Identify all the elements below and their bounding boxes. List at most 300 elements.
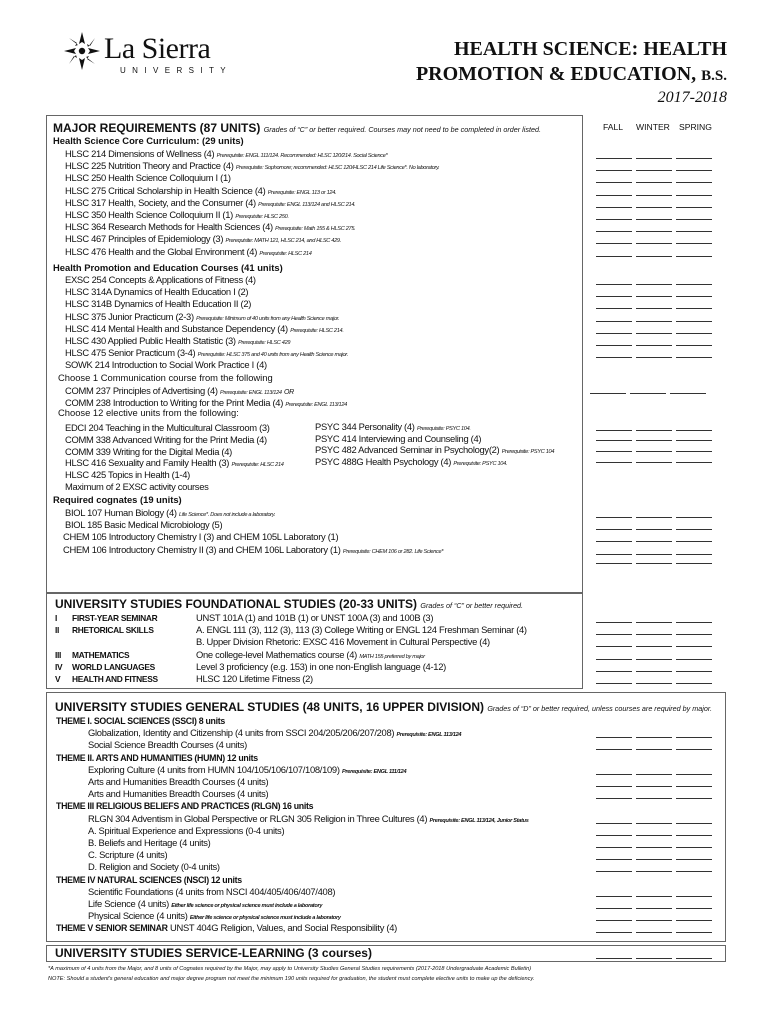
grade-blank (676, 675, 712, 684)
grade-blanks (596, 454, 714, 462)
general-course-prereq: Prerequisite: ENGL 113/124 (396, 732, 462, 739)
course-prereq: Prerequisite: ENGL 113/124 and HLSC 214. (258, 201, 356, 208)
grade-blanks (596, 223, 714, 231)
general-course-title: Arts and Humanities Breadth Courses (4 units) (88, 776, 269, 787)
course-title: CHEM 106 Introductory Chemistry II (3) and CHEM 106L Laboratory (1) (63, 543, 341, 555)
grade-blanks (596, 248, 714, 256)
grade-blank (596, 211, 632, 220)
grade-blank (636, 150, 672, 159)
grade-blank (596, 626, 632, 635)
elective-course (65, 481, 209, 493)
grade-blank (596, 288, 632, 297)
grade-blank (676, 638, 712, 647)
grade-blank (596, 614, 632, 623)
core-course (65, 172, 231, 184)
grade-blanks (596, 521, 714, 529)
general-course-title: Globalization, Identity and Citizenship (4 units from SSCI 204/205/206/207/208) (88, 727, 395, 739)
foundational-note: MATH 155 preferred by major (359, 653, 425, 660)
grade-blank (636, 174, 672, 183)
grade-blank (636, 533, 672, 542)
grade-blanks (596, 614, 714, 622)
grade-blank (596, 162, 632, 171)
cognate-course (65, 519, 222, 531)
grade-blank (636, 741, 672, 750)
elective-course (65, 434, 267, 446)
hpe-heading: Health Promotion and Education Courses (41 units) (53, 262, 283, 273)
course-title: HLSC 314A Dynamics of Health Education I (2) (65, 286, 249, 298)
grade-blanks (596, 325, 714, 333)
senior-seminar-course: UNST 404G Religion, Values, and Social Responsibility (4) (170, 922, 397, 934)
service-heading: UNIVERSITY STUDIES SERVICE-LEARNING (3 courses) (55, 946, 372, 960)
grade-blank (676, 337, 712, 346)
theme-heading: THEME V SENIOR SEMINAR (56, 923, 168, 934)
comm-choose-label: Choose 1 Communication course from the following (58, 372, 273, 383)
grade-blank (676, 248, 712, 257)
general-course-title: Life Science (4 units) (88, 898, 169, 909)
grade-blanks (596, 162, 714, 170)
column-winter: WINTER (636, 122, 670, 132)
general-course-title: Physical Science (4 units) (88, 910, 188, 922)
grade-blank (636, 851, 672, 860)
grade-blank (596, 509, 632, 518)
theme-heading: THEME IV NATURAL SCIENCES (NSCI) 12 units (56, 874, 242, 885)
course-prereq: Prerequisite: PSYC 104 (501, 449, 555, 455)
course-title: HLSC 314B Dynamics of Health Education II (2) (65, 298, 252, 310)
grade-blanks (596, 626, 714, 634)
grade-blank (676, 211, 712, 220)
grade-blank (676, 533, 712, 542)
grade-blanks (590, 385, 708, 393)
course-prereq: Life Science*. Does not include a laboratory. (179, 512, 276, 518)
course-title: PSYC 344 Personality (4) (315, 421, 415, 432)
grade-blank (676, 729, 712, 738)
grade-blanks (596, 443, 714, 451)
course-title: HLSC 225 Nutrition Theory and Practice (4) (65, 160, 234, 172)
grade-blank (596, 454, 632, 463)
course-prereq: Prerequisite: PSYC 104. (453, 460, 508, 467)
grade-blank (596, 651, 632, 660)
grade-blank (676, 325, 712, 334)
grade-blank (596, 187, 632, 196)
degree-label: B.S. (701, 68, 727, 84)
course-title: COMM 238 Introduction to Writing for the Print Media (4) (65, 397, 284, 409)
grade-blanks (596, 888, 714, 896)
course-prereq: Prerequisite: HLSC 214. (290, 327, 344, 334)
grade-blanks (596, 950, 714, 958)
grade-blank (636, 912, 672, 921)
general-course (88, 861, 220, 873)
grade-blank (596, 555, 632, 564)
grade-blank (676, 900, 712, 909)
grade-blank (676, 235, 712, 244)
grade-blank (676, 827, 712, 836)
grade-blank (636, 815, 672, 824)
course-prereq: Prerequisite: Math 155 & HLSC 275. (275, 226, 356, 233)
grade-blanks (596, 741, 714, 749)
grade-blank (596, 349, 632, 358)
grade-blank (676, 888, 712, 897)
course-prereq: Prerequisite: ENGL 113 or 124. (267, 189, 337, 196)
page-title-text: PROMOTION & EDUCATION, (415, 63, 697, 85)
grade-blank (636, 187, 672, 196)
page-title-line-1: HEALTH SCIENCE: HEALTH (453, 38, 727, 60)
grade-blank (636, 638, 672, 647)
grade-blank (596, 521, 632, 530)
grade-blanks (596, 651, 714, 659)
general-course-title: D. Religion and Society (0-4 units) (88, 861, 220, 873)
course-title: HLSC 430 Applied Public Health Statistic (3) (65, 335, 236, 346)
grade-blank (636, 614, 672, 623)
grade-blanks (596, 675, 714, 683)
grade-blanks (596, 187, 714, 195)
general-course (88, 837, 210, 849)
grade-blanks (596, 432, 714, 440)
grade-blank (636, 509, 672, 518)
page-title-line-2 (416, 63, 727, 86)
course-title: HLSC 250 Health Science Colloquium I (1) (65, 172, 231, 184)
course-title: HLSC 467 Principles of Epidemiology (3) (65, 233, 224, 245)
grade-blank (676, 432, 712, 441)
cognates-heading: Required cognates (19 units) (53, 494, 182, 505)
grade-blanks (596, 729, 714, 737)
grade-blank (636, 248, 672, 257)
grade-blank (596, 912, 632, 921)
grade-blank (636, 199, 672, 208)
grade-blank (596, 851, 632, 860)
course-title: HLSC 414 Mental Health and Substance Dependency (4) (65, 322, 288, 334)
grade-blank (676, 300, 712, 309)
footnote-1: *A maximum of 4 units from the Major, and 8 units of Cognates required by the Major, may apply to University Studies General Studies requirements (2017-2018 Undergraduate Academic Bulletin) (48, 966, 532, 972)
general-course-title: B. Beliefs and Heritage (4 units) (88, 837, 211, 848)
elective-course (315, 456, 507, 470)
course-title: COMM 237 Principles of Advertising (4) (65, 385, 218, 396)
grade-blank (676, 626, 712, 635)
grade-blank (676, 651, 712, 660)
grade-blank (636, 454, 672, 463)
grade-blank (596, 924, 632, 933)
grade-blank (636, 839, 672, 848)
foundational-label: WORLD LANGUAGES (72, 661, 155, 672)
grade-blank (596, 235, 632, 244)
grade-blank (676, 555, 712, 564)
general-course (88, 849, 167, 861)
grade-blanks (596, 211, 714, 219)
general-course-title: C. Scripture (4 units) (88, 849, 168, 861)
grade-blank (596, 422, 632, 431)
theme-heading: THEME III RELIGIOUS BELIEFS AND PRACTICES (RLGN) 16 units (56, 801, 314, 812)
elective-course (315, 433, 481, 445)
course-prereq: Prerequisite: HLSC 250. (235, 214, 289, 220)
course-prereq: Prerequisite: CHEM 106 or 282. Life Science* (342, 548, 444, 555)
la-sierra-emblem-icon (62, 30, 102, 72)
grade-blank (676, 509, 712, 518)
foundational-course (196, 661, 446, 673)
grade-blank (636, 675, 672, 684)
course-title: PSYC 482 Advanced Seminar in Psychology(2) (315, 444, 500, 455)
general-course-prereq: Either life science or physical science must include a laboratory (189, 915, 341, 922)
grade-blank (596, 863, 632, 872)
grade-blank (596, 839, 632, 848)
grade-blanks (596, 766, 714, 774)
course-title: HLSC 214 Dimensions of Wellness (4) (65, 148, 215, 159)
course-prereq: Prerequisite: HLSC 214 (231, 462, 284, 469)
course-prereq: Prerequisite: ENGL 111/124. Recommended: HLSC 120/214. Social Science* (216, 153, 388, 159)
course-connector: OR (284, 389, 294, 396)
foundational-label: MATHEMATICS (72, 649, 130, 660)
core-course (65, 246, 312, 260)
course-title: COMM 338 Advanced Writing for the Print Media (4) (65, 433, 267, 445)
grade-blank (676, 790, 712, 799)
grade-blank (636, 924, 672, 933)
general-heading (55, 700, 712, 714)
general-course (88, 825, 284, 837)
course-title: COMM 339 Writing for the Digital Media (4) (65, 445, 232, 457)
grade-blank (596, 675, 632, 684)
core-heading: Health Science Core Curriculum: (29 units) (53, 135, 244, 146)
grade-blanks (596, 533, 714, 541)
grade-blank (636, 651, 672, 660)
grade-blank (636, 337, 672, 346)
logo-university-text: UNIVERSITY (120, 66, 233, 75)
grade-blank (636, 443, 672, 452)
foundational-course (196, 636, 490, 648)
course-title: PSYC 488G Health Psychology (4) (315, 455, 452, 467)
foundational-label: FIRST-YEAR SEMINAR (72, 613, 158, 623)
general-course-prereq: Prerequisite: ENGL 113/124, Junior Status (429, 817, 529, 824)
course-prereq: Prerequisite: ENGL 113/124 (285, 402, 347, 409)
foundational-course (196, 673, 313, 685)
grade-blank (596, 546, 632, 555)
column-fall: FALL (603, 122, 624, 132)
general-course-title: A. Spiritual Experience and Expressions (0-4 units) (88, 824, 285, 836)
grade-blank (636, 863, 672, 872)
general-heading-text: UNIVERSITY STUDIES GENERAL STUDIES (48 UNITS, 16 UPPER DIVISION) (55, 700, 484, 714)
grade-blanks (596, 638, 714, 646)
grade-blanks (596, 900, 714, 908)
grade-blanks (596, 288, 714, 296)
foundational-heading-text: UNIVERSITY STUDIES FOUNDATIONAL STUDIES (20-33 UNITS) (55, 597, 418, 611)
grade-blank (596, 766, 632, 775)
grade-blanks (596, 555, 714, 563)
grade-blank (636, 778, 672, 787)
course-title: HLSC 375 Junior Practicum (2-3) (65, 310, 194, 322)
grade-blank (590, 385, 626, 394)
course-title: Maximum of 2 EXSC activity courses (65, 481, 209, 492)
course-prereq: Prerequisite: Minimum of 40 units from any Health Science major. (196, 315, 340, 322)
grade-blank (596, 199, 632, 208)
grade-blank (636, 300, 672, 309)
grade-blank (676, 912, 712, 921)
grade-blank (596, 950, 632, 959)
grade-blank (676, 614, 712, 623)
grade-blank (596, 337, 632, 346)
grade-blank (676, 223, 712, 232)
grade-blanks (596, 778, 714, 786)
course-title: HLSC 350 Health Science Colloquium II (1) (65, 209, 233, 220)
grade-blank (630, 385, 666, 394)
foundational-number: II (55, 625, 60, 636)
elective-course (65, 469, 190, 481)
senior-seminar (56, 922, 397, 934)
general-course (88, 886, 335, 898)
academic-year: 2017-2018 (657, 89, 727, 106)
grade-blank (636, 288, 672, 297)
grade-blanks (596, 924, 714, 932)
foundational-text: B. Upper Division Rhetoric: EXSC 416 Movement in Cultural Perspective (4) (196, 636, 490, 648)
grade-blanks (596, 276, 714, 284)
foundational-course (196, 624, 527, 636)
foundational-text: UNST 101A (1) and 101B (1) or UNST 100A (3) and 100B (3) (196, 612, 434, 623)
grade-blanks (596, 300, 714, 308)
major-heading (53, 121, 541, 135)
course-prereq: Prerequisite: ENGL 113/124 (220, 390, 282, 396)
general-course (88, 788, 268, 800)
grade-blanks (596, 349, 714, 357)
grade-blank (596, 223, 632, 232)
grade-blank (636, 223, 672, 232)
grade-blank (596, 174, 632, 183)
grade-blanks (596, 337, 714, 345)
hpe-course (65, 298, 251, 310)
course-title: HLSC 364 Research Methods for Health Sciences (4) (65, 221, 273, 233)
grade-blank (596, 778, 632, 787)
course-title: HLSC 317 Health, Society, and the Consumer (4) (65, 196, 256, 208)
grade-blanks (596, 174, 714, 182)
general-course-title: RLGN 304 Adventism in Global Perspective or RLGN 305 Religion in Three Cultures (4) (88, 812, 428, 824)
general-note: Grades of “D” or better required, unless courses are required by major. (487, 704, 712, 713)
foundational-text: HLSC 120 Lifetime Fitness (2) (196, 673, 313, 684)
theme-heading: THEME I. SOCIAL SCIENCES (SSCI) 8 units (56, 716, 225, 726)
course-prereq: Prerequisite: PSYC 104. (416, 426, 471, 432)
grade-blank (636, 432, 672, 441)
grade-blank (636, 827, 672, 836)
grade-blank (676, 521, 712, 530)
grade-blanks (596, 235, 714, 243)
grade-blank (676, 150, 712, 159)
course-title: EXSC 254 Concepts & Applications of Fitness (4) (65, 274, 256, 285)
column-spring: SPRING (679, 122, 712, 132)
course-title: EDCI 204 Teaching in the Multicultural Classroom (3) (65, 422, 270, 433)
grade-blank (596, 827, 632, 836)
grade-blanks (596, 422, 714, 430)
course-prereq: Prerequisite: HLSC 429 (238, 340, 291, 346)
grade-blank (636, 325, 672, 334)
grade-blank (596, 276, 632, 285)
grade-blank (676, 766, 712, 775)
grade-blank (636, 162, 672, 171)
grade-blank (676, 276, 712, 285)
grade-blank (596, 432, 632, 441)
course-prereq: Prerequisite: HLSC 375 and 40 units from any Health Science major. (197, 352, 349, 359)
foundational-label: HEALTH AND FITNESS (72, 674, 158, 684)
foundational-number: I (55, 613, 58, 623)
hpe-course (65, 359, 267, 371)
footnote-2: NOTE: Should a student's general education and major degree program not meet the minimum 190 units required for graduation, the student must complete elective units to make up the deficiency. (48, 976, 535, 982)
grade-blank (636, 521, 672, 530)
grade-blank (636, 888, 672, 897)
grade-blank (676, 313, 712, 322)
grade-blank (636, 900, 672, 909)
grade-blank (676, 663, 712, 672)
grade-blank (596, 815, 632, 824)
grade-blank (596, 300, 632, 309)
course-prereq: Prerequisite: HLSC 214 (259, 250, 312, 257)
grade-blank (636, 555, 672, 564)
grade-blank (676, 454, 712, 463)
grade-blank (676, 815, 712, 824)
grade-blank (596, 638, 632, 647)
grade-blank (676, 349, 712, 358)
course-title: HLSC 425 Topics in Health (1-4) (65, 469, 190, 481)
grade-blank (636, 546, 672, 555)
grade-blank (676, 199, 712, 208)
foundational-number: IV (55, 661, 63, 672)
grade-blanks (596, 509, 714, 517)
course-title: BIOL 185 Basic Medical Microbiology (5) (65, 519, 223, 531)
grade-blank (676, 162, 712, 171)
grade-blank (676, 924, 712, 933)
grade-blanks (596, 863, 714, 871)
foundational-text: Level 3 proficiency (e.g. 153) in one non-English language (4-12) (196, 660, 446, 672)
grade-blank (676, 187, 712, 196)
grade-blank (676, 443, 712, 452)
course-prereq: Prerequisite: Sophomore; recommended: HLSC 120/HLSC 214 Life Science*. No laboratory. (235, 165, 440, 172)
major-heading-note: Grades of “C” or better required. Courses may not need to be completed in order listed. (263, 125, 541, 134)
course-title: PSYC 414 Interviewing and Counseling (4) (315, 432, 482, 444)
grade-blank (596, 888, 632, 897)
general-course-prereq: Prerequisite: ENGL 111/124 (341, 768, 407, 775)
grade-blank (636, 349, 672, 358)
grade-blank (596, 325, 632, 334)
grade-blank (596, 150, 632, 159)
logo-name: La Sierra (104, 32, 211, 65)
foundational-note: Grades of “C” or better required. (420, 601, 524, 610)
foundational-number: V (55, 674, 61, 684)
grade-blank (636, 211, 672, 220)
elective-choose-label: Choose 12 elective units from the following: (58, 407, 239, 418)
grade-blank (636, 766, 672, 775)
course-title: BIOL 107 Human Biology (4) (65, 507, 177, 518)
grade-blank (596, 313, 632, 322)
grade-blank (596, 248, 632, 257)
general-course-title: Social Science Breadth Courses (4 units) (88, 739, 247, 751)
general-course-title: Exploring Culture (4 units from HUMN 104/105/106/107/108/109) (88, 763, 340, 775)
general-course-title: Scientific Foundations (4 units from NSCI 404/405/406/407/408) (88, 885, 336, 897)
grade-blank (676, 778, 712, 787)
foundational-number: III (55, 649, 62, 660)
grade-blanks (596, 815, 714, 823)
course-title: HLSC 275 Critical Scholarship in Health Science (4) (65, 184, 266, 196)
course-prereq: Prerequisite: MATH 121, HLSC 214, and HLSC 429. (225, 238, 341, 245)
general-course-prereq: Either life science or physical science must include a laboratory (171, 903, 323, 909)
grade-blanks (596, 313, 714, 321)
hpe-course (65, 274, 256, 286)
elective-course (65, 422, 270, 434)
grade-blank (676, 288, 712, 297)
course-title: HLSC 416 Sexuality and Family Health (3) (65, 457, 230, 469)
grade-blank (636, 422, 672, 431)
grade-blank (596, 729, 632, 738)
grade-blank (676, 422, 712, 431)
grade-blank (636, 626, 672, 635)
foundational-heading (55, 597, 523, 611)
general-course (88, 776, 268, 788)
foundational-label: RHETORICAL SKILLS (72, 625, 154, 636)
grade-blank (676, 839, 712, 848)
grade-blank (676, 174, 712, 183)
course-title: CHEM 105 Introductory Chemistry I (3) and CHEM 105L Laboratory (1) (63, 531, 339, 543)
grade-blank (596, 443, 632, 452)
